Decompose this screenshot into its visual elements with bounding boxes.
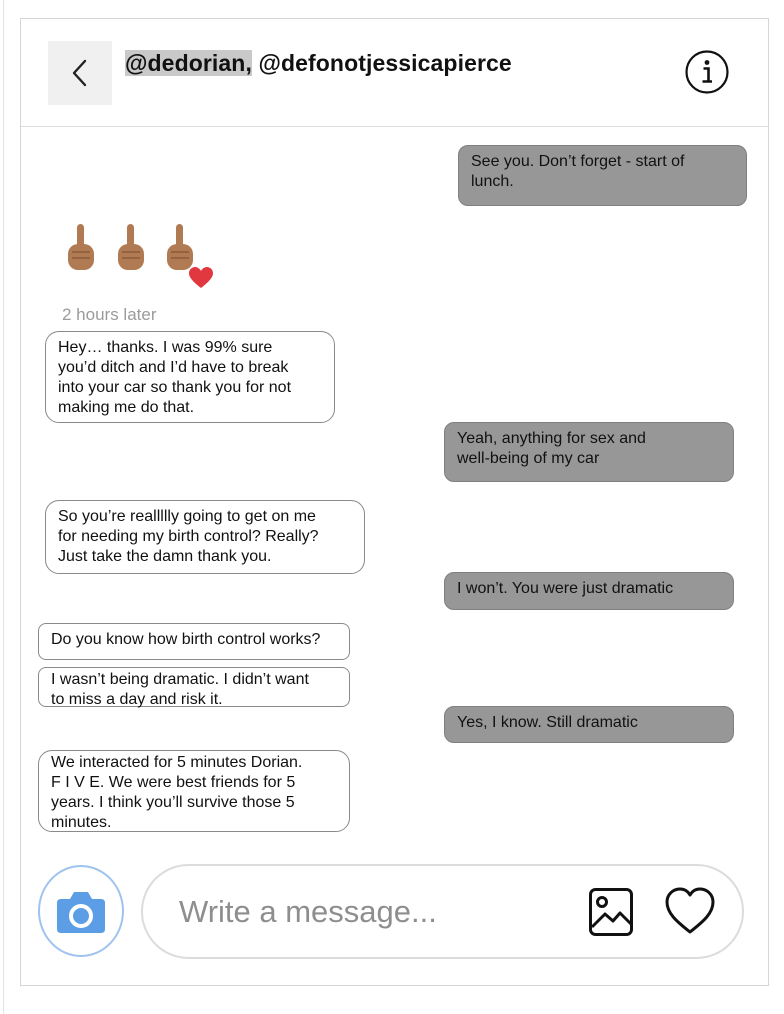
info-icon: [684, 49, 730, 95]
info-button[interactable]: [684, 49, 730, 95]
message-bubble-incoming[interactable]: Hey… thanks. I was 99% sure you’d ditch and I’d have to break into your car so thank you for not making me do that.: [45, 331, 335, 423]
message-bubble-outgoing[interactable]: Yes, I know. Still dramatic: [444, 706, 734, 743]
participant-handle-secondary[interactable]: @defonotjessicapierce: [258, 50, 512, 76]
message-bubble-incoming[interactable]: We interacted for 5 minutes Dorian. F I V E. We were best friends for 5 years. I think you’ll survive those 5 minutes.: [38, 750, 350, 832]
conversation-title[interactable]: [125, 50, 512, 77]
camera-button[interactable]: [38, 865, 124, 957]
image-icon: [588, 887, 634, 937]
message-bubble-outgoing[interactable]: See you. Don’t forget - start of lunch.: [458, 145, 747, 206]
heart-outline-icon: [664, 886, 716, 936]
like-button[interactable]: [664, 886, 716, 936]
gallery-button[interactable]: [588, 887, 634, 937]
heart-reaction-icon: [188, 266, 214, 290]
back-button[interactable]: [48, 41, 112, 105]
message-input[interactable]: [179, 888, 569, 936]
message-bubble-incoming[interactable]: I wasn’t being dramatic. I didn’t want to miss a day and risk it.: [38, 667, 350, 707]
message-bubble-outgoing[interactable]: Yeah, anything for sex and well-being of my car: [444, 422, 734, 482]
message-composer[interactable]: [141, 864, 744, 959]
header-divider: [21, 126, 768, 127]
participant-handle-primary[interactable]: @dedorian,: [125, 50, 252, 76]
time-separator: 2 hours later: [62, 305, 157, 324]
chevron-left-icon: [70, 58, 90, 88]
message-bubble-incoming[interactable]: Do you know how birth control works?: [38, 623, 350, 660]
middle-finger-emoji: [114, 222, 148, 274]
camera-icon: [55, 887, 107, 935]
message-bubble-outgoing[interactable]: I won’t. You were just dramatic: [444, 572, 734, 610]
message-bubble-incoming[interactable]: So you’re reallllly going to get on me for needing my birth control? Really? Just take the damn thank you.: [45, 500, 365, 574]
page-edge-line: [3, 0, 4, 1014]
middle-finger-emoji: [64, 222, 98, 274]
